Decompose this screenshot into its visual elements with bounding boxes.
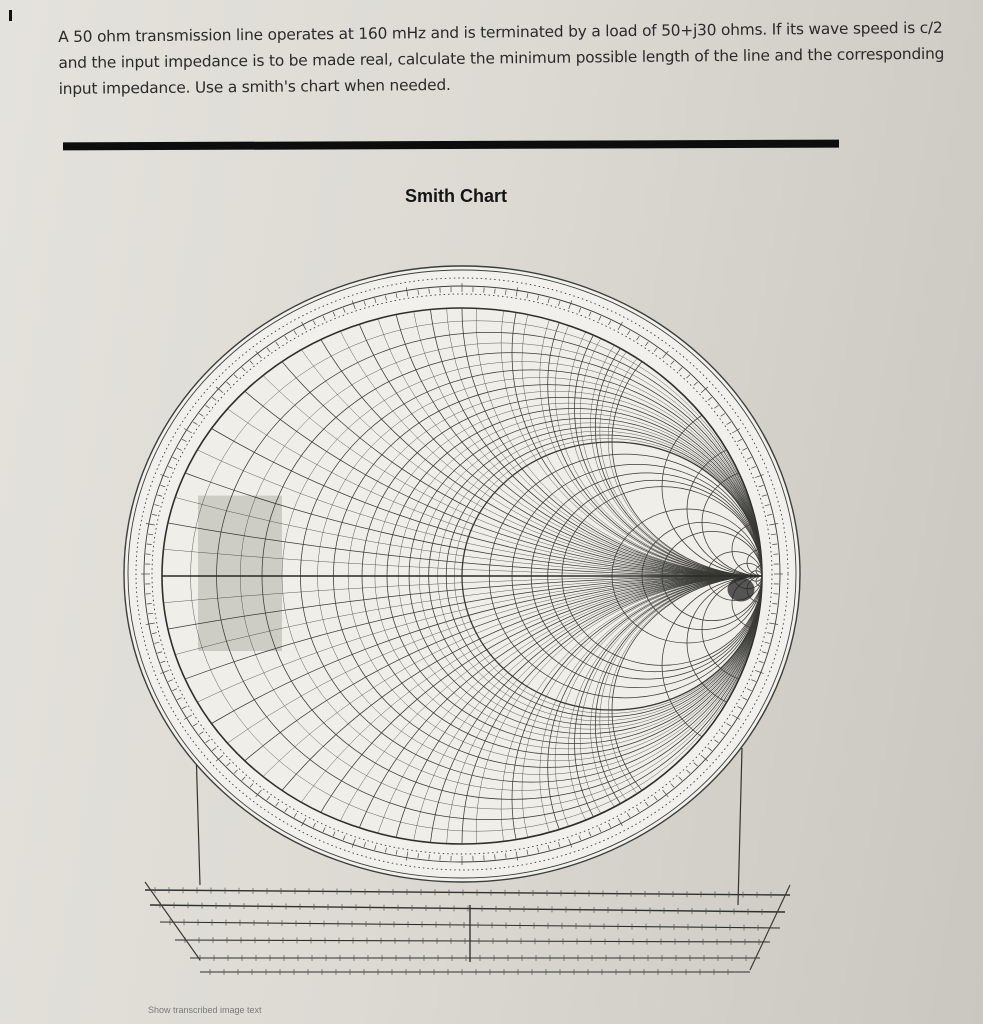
scale-end-cap: [145, 882, 200, 960]
radial-scale-bar: [145, 890, 790, 895]
scale-leader-right: [738, 748, 742, 905]
chart-title: Smith Chart: [404, 186, 507, 206]
chart-open-circuit-point: [728, 577, 755, 601]
radial-scale-bar: [150, 905, 785, 912]
radial-scale-bar: [175, 940, 770, 942]
question-text: A 50 ohm transmission line operates at 160 mHz and is terminated by a load of 50+j30 ohms. If its wave speed is c/2 and the input impedance is to be made real, calculate the minimum possible length of the line and the corresponding input impedance. Use a smith's chart when needed.: [58, 18, 945, 98]
transcribed-text-link[interactable]: Show transcribed image text: [148, 1005, 262, 1015]
